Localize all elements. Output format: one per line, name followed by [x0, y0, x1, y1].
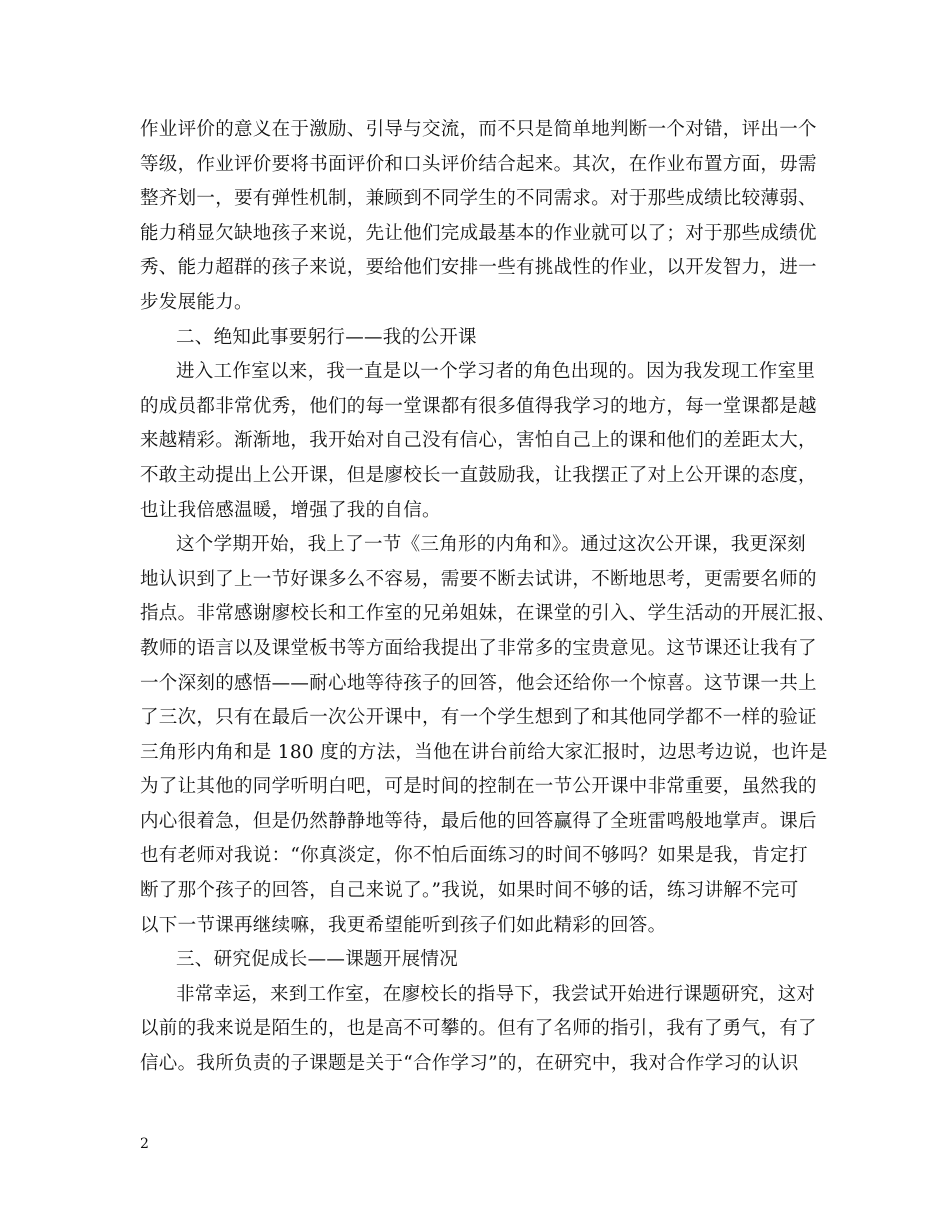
text-line: 为了让其他的同学听明白吧，可是时间的控制在一节公开课中非常重要，虽然我的	[140, 776, 817, 798]
text-line: 步发展能力。	[140, 291, 253, 313]
text-line: 三、研究促成长——课题开展情况	[176, 949, 459, 971]
text-line: 内心很着急，但是仍然静静地等待，最后他的回答赢得了全班雷鸣般地掌声。课后	[140, 810, 817, 832]
text-line: 三角形内角和是 180 度的方法，当他在讲台前给大家汇报时，边思考边说，也许是	[140, 741, 828, 763]
text-line: 的成员都非常优秀，他们的每一堂课都有很多值得我学习的地方，每一堂课都是越	[140, 395, 817, 417]
text-line: 这个学期开始，我上了一节《三角形的内角和》。通过这次公开课，我更深刻	[176, 534, 806, 556]
text-line: 以前的我来说是陌生的，也是高不可攀的。但有了名师的指引，我有了勇气，有了	[140, 1018, 817, 1040]
text-line: 能力稍显欠缺地孩子来说，先让他们完成最基本的作业就可以了；对于那些成绩优	[140, 222, 817, 244]
text-line: 也有老师对我说：“你真淡定，你不怕后面练习的时间不够吗？如果是我，肯定打	[140, 845, 808, 867]
page-number: 2	[140, 1136, 149, 1152]
text-line: 不敢主动提出上公开课，但是廖校长一直鼓励我，让我摆正了对上公开课的态度，	[140, 464, 817, 486]
text-line: 作业评价的意义在于激励、引导与交流，而不只是简单地判断一个对错，评出一个	[140, 119, 817, 140]
text-line: 非常幸运，来到工作室，在廖校长的指导下，我尝试开始进行课题研究，这对	[176, 983, 816, 1005]
text-line: 秀、能力超群的孩子来说，要给他们安排一些有挑战性的作业，以开发智力，进一	[140, 257, 817, 279]
text-line: 来越精彩。渐渐地，我开始对自己没有信心，害怕自己上的课和他们的差距太大，	[140, 430, 817, 452]
text-line: 指点。非常感谢廖校长和工作室的兄弟姐妹，在课堂的引入、学生活动的开展汇报、	[140, 603, 836, 625]
text-line: 二、绝知此事要躬行——我的公开课	[176, 326, 477, 348]
text-line: 等级，作业评价要将书面评价和口头评价结合起来。其次，在作业布置方面，毋需	[140, 153, 817, 175]
text-line: 一个深刻的感悟——耐心地等待孩子的回答，他会还给你一个惊喜。这节课一共上	[140, 672, 817, 694]
text-line: 整齐划一，要有弹性机制，兼顾到不同学生的不同需求。对于那些成绩比较薄弱、	[140, 188, 817, 210]
text-line: 断了那个孩子的回答，自己来说了。”我说，如果时间不够的话，练习讲解不完可	[140, 880, 799, 902]
text-line: 进入工作室以来，我一直是以一个学习者的角色出现的。因为我发现工作室里	[176, 361, 816, 383]
text-line: 信心。我所负责的子课题是关于“合作学习”的，在研究中，我对合作学习的认识	[140, 1053, 799, 1075]
body-text	[140, 113, 836, 1082]
text-line: 以下一节课再继续嘛，我更希望能听到孩子们如此精彩的回答。	[140, 914, 667, 936]
text-line: 地认识到了上一节好课多么不容易，需要不断去试讲，不断地思考，更需要名师的	[140, 568, 817, 590]
text-line: 也让我倍感温暖，增强了我的自信。	[140, 499, 441, 521]
text-line: 了三次，只有在最后一次公开课中，有一个学生想到了和其他同学都不一样的验证	[140, 707, 817, 729]
text-line: 教师的语言以及课堂板书等方面给我提出了非常多的宝贵意见。这节课还让我有了	[140, 637, 817, 659]
